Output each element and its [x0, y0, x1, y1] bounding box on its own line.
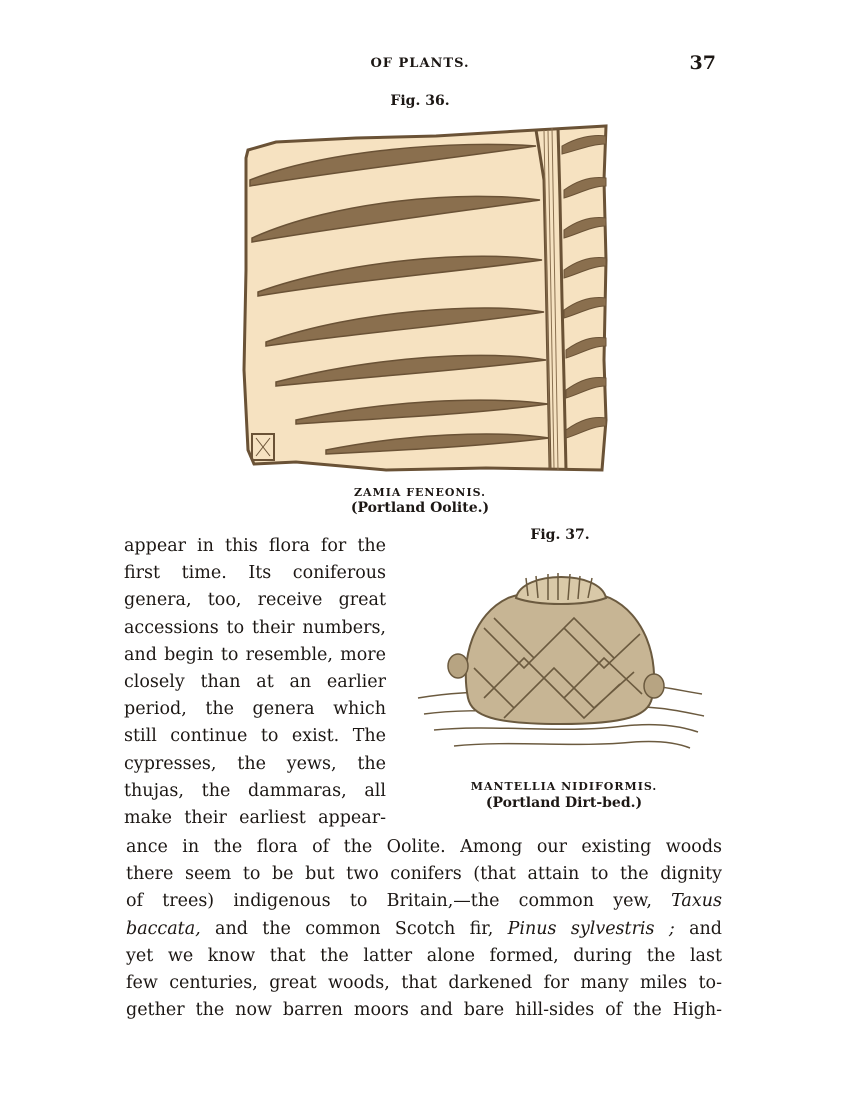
running-head: OF PLANTS. [370, 56, 470, 71]
text-line: yet we know that the latter alone formed, during the last [126, 945, 722, 966]
figure-36-location: (Portland Oolite.) [350, 500, 490, 516]
text-line: thujas, the dammaras, all [124, 780, 386, 801]
wide-paragraph [126, 834, 722, 1024]
text-line: ance in the flora of the Oolite. Among our existing woods [126, 837, 722, 857]
figure-37-label: Fig. 37. [530, 527, 590, 543]
italic-term: Pinus sylvestris ; [507, 918, 675, 939]
figure-36-label: Fig. 36. [390, 93, 450, 109]
text-line [126, 888, 722, 915]
text-segment: and [689, 918, 722, 939]
text-line: few centuries, great woods, that darkened for many miles to- [126, 973, 722, 994]
figure-37-name: MANTELLIA NIDIFORMIS. [470, 780, 658, 793]
text-line: accessions to their numbers, [124, 617, 386, 638]
text-line: make their earliest appear- [124, 808, 386, 829]
text-segment: of trees) indigenous to Britain,—the common yew, [126, 891, 652, 912]
text-line [126, 916, 722, 943]
text-line: and begin to resemble, more [124, 644, 386, 665]
italic-term: Taxus [671, 891, 722, 912]
narrow-paragraph [124, 533, 386, 832]
text-line: closely than at an earlier [124, 672, 386, 693]
text-line: there seem to be but two conifers (that attain to the dignity [126, 864, 722, 885]
figure-36-illustration [236, 120, 608, 476]
text-line: cypresses, the yews, the [124, 753, 386, 774]
figure-37-illustration [414, 548, 706, 770]
figure-36-name: ZAMIA FENEONIS. [353, 486, 487, 499]
text-line: gether the now barren moors and bare hill-sides of the High- [126, 1000, 722, 1021]
text-line: period, the genera which [124, 699, 386, 720]
page-number: 37 [689, 52, 716, 74]
text-line: first time. Its coniferous [124, 563, 386, 584]
italic-term: baccata, [126, 918, 201, 939]
text-line: still continue to exist. The [124, 726, 386, 747]
text-line: genera, too, receive great [124, 590, 386, 611]
text-line: appear in this flora for the [124, 536, 386, 556]
figure-37-location: (Portland Dirt-bed.) [485, 795, 643, 811]
text-segment: and the common Scotch fir, [215, 918, 494, 939]
